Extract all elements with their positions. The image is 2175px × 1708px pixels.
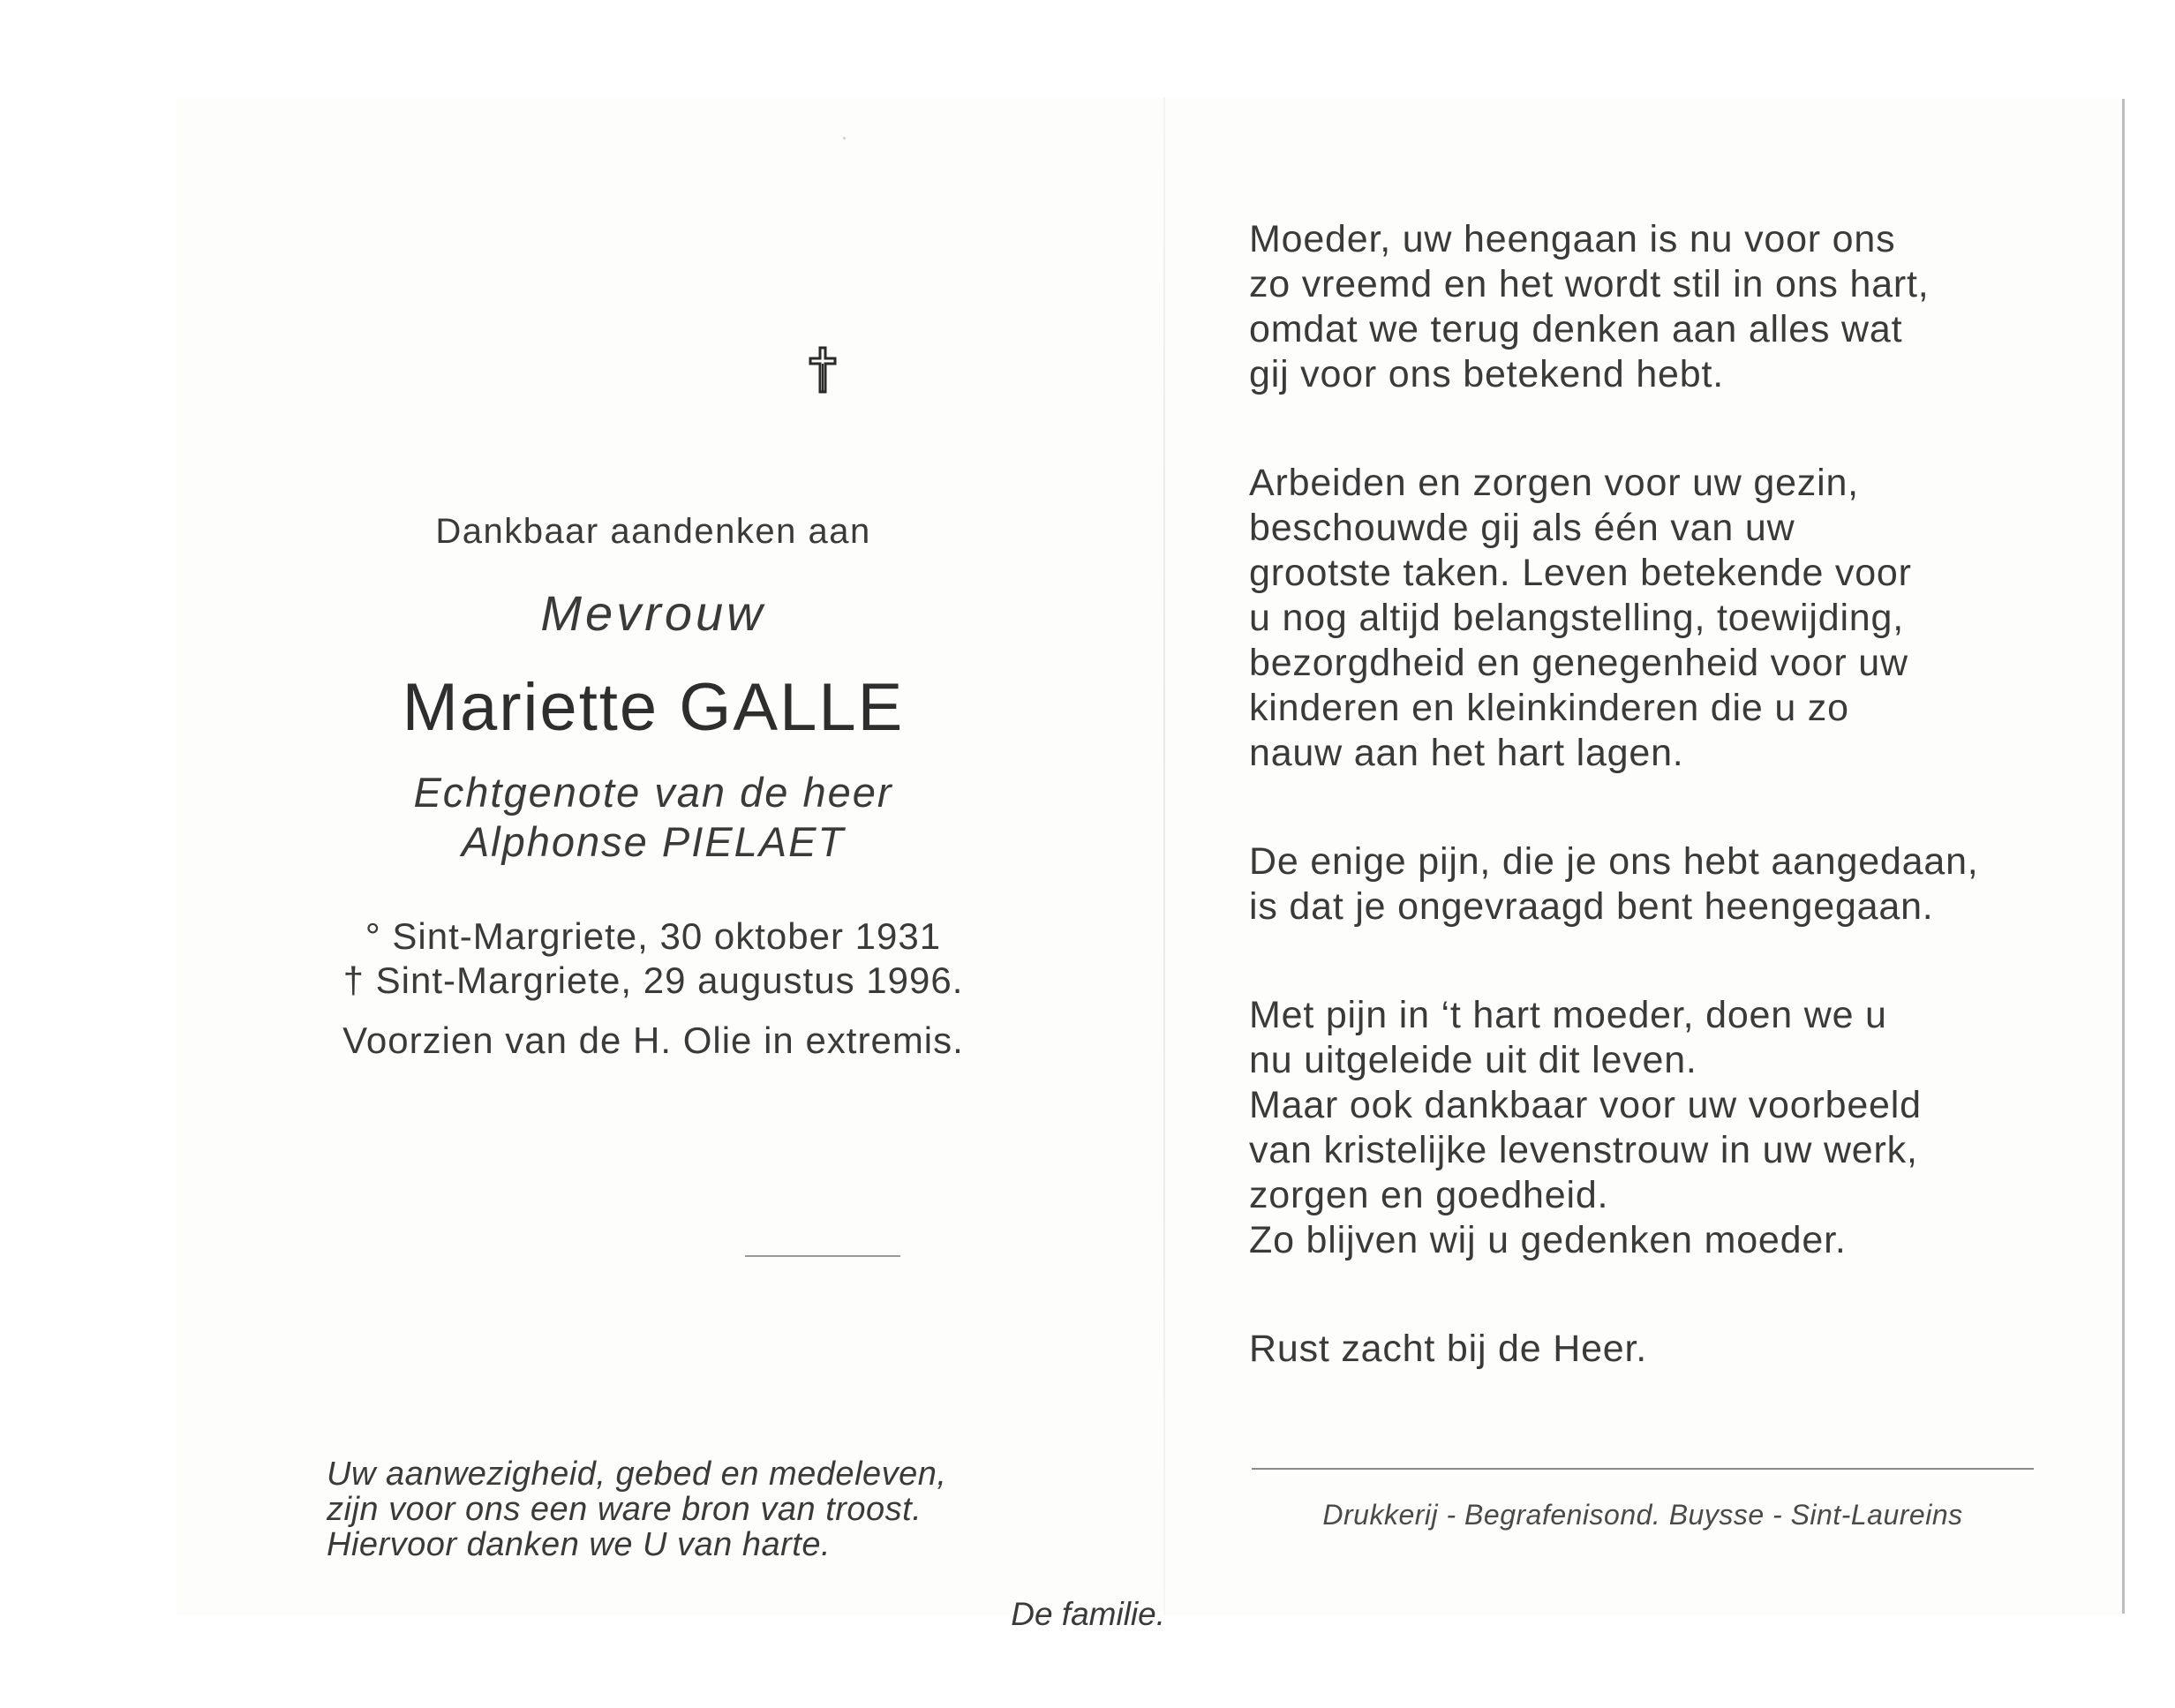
poem-stanza <box>1249 461 2061 776</box>
poem-line: kinderen en kleinkinderen die u zo <box>1249 687 1849 729</box>
deceased-name: Mariette GALLE <box>402 670 905 745</box>
poem-line: Arbeiden en zorgen voor uw gezin, <box>1249 462 1859 504</box>
thanks-line: zijn voor ons een ware bron van troost. <box>327 1491 922 1528</box>
printer-rule <box>1252 1468 2034 1470</box>
birth-date: ° Sint-Margriete, 30 oktober 1931 <box>365 915 942 957</box>
poem-line: van kristelijke levenstrouw in uw werk, <box>1249 1129 1918 1171</box>
poem-line: beschouwde gij als één van uw <box>1249 507 1795 549</box>
poem-line: u nog altijd belangstelling, toewijding, <box>1249 597 1904 639</box>
death-date: † Sint-Margriete, 29 augustus 1996. <box>342 959 964 1001</box>
poem-line: Moeder, uw heengaan is nu voor ons <box>1249 218 1896 260</box>
poem-line: gij voor ons betekend hebt. <box>1249 353 1724 395</box>
poem-line: Met pijn in ‘t hart moeder, doen we u <box>1249 994 1887 1036</box>
intro-text: Dankbaar aandenken aan <box>435 512 871 551</box>
thanks-line: Hiervoor danken we U van harte. <box>327 1526 832 1563</box>
poem-line: nauw aan het hart lagen. <box>1249 732 1684 774</box>
poem-line: nu uitgeleide uit dit leven. <box>1249 1039 1697 1081</box>
poem-line: bezorgdheid en genegenheid voor uw <box>1249 642 1908 684</box>
poem-stanza <box>1249 993 2061 1263</box>
thanks-line: Uw aanwezigheid, gebed en medeleven, <box>327 1456 947 1493</box>
poem-line: zorgen en goedheid. <box>1249 1174 1609 1216</box>
honorific: Mevrouw <box>540 585 766 641</box>
poem-line: omdat we terug denken aan alles wat <box>1249 308 1903 350</box>
poem-line: grootste taken. Leven betekende voor <box>1249 552 1912 594</box>
thanks-text <box>327 1456 1174 1562</box>
card-edge <box>2122 99 2125 1614</box>
divider <box>745 1255 900 1257</box>
poem-stanza <box>1249 217 2061 397</box>
poem-line: De enige pijn, die je ons hebt aangedaan, <box>1249 840 1979 883</box>
poem-line: Maar ook dankbaar voor uw voorbeeld <box>1249 1084 1922 1126</box>
cross-icon <box>809 346 837 394</box>
poem-line: Zo blijven wij u gedenken moeder. <box>1249 1219 1847 1261</box>
poem-line: zo vreemd en het wordt stil in ons hart, <box>1249 263 1930 305</box>
card-fold <box>1163 97 1165 1615</box>
spouse-line-1: Echtgenote van de heer <box>413 769 893 816</box>
poem <box>1249 217 2061 1372</box>
printer-credit: Drukkerij - Begrafenisond. Buysse - Sint-Laureins <box>1322 1499 1963 1531</box>
poem-stanza <box>1249 1327 2061 1372</box>
poem-line: is dat je ongevraagd bent heengegaan. <box>1249 885 1934 928</box>
family-signature: De familie. <box>1011 1596 1165 1632</box>
poem-line: Rust zacht bij de Heer. <box>1249 1328 1648 1370</box>
sacrament-text: Voorzien van de H. Olie in extremis. <box>342 1020 964 1061</box>
left-panel <box>177 97 1165 1632</box>
poem-stanza <box>1249 839 2061 929</box>
spouse-line-2: Alphonse PIELAET <box>461 818 846 865</box>
